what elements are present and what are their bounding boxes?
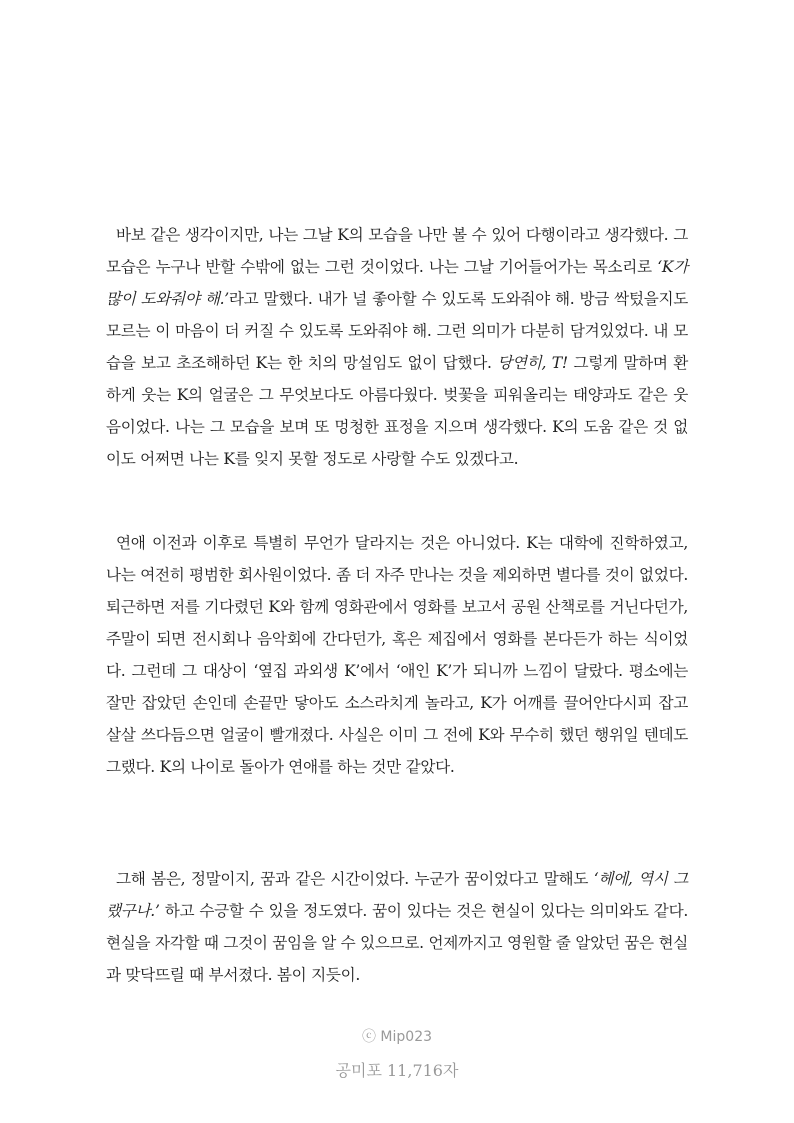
italic-quote: ‘헤에, 역시 그랬구나.’ xyxy=(106,870,689,920)
paragraph-text: 라고 말했다. 내가 널 좋아할 수 있도록 도와줘야 해. 방금 싹텄을지도 모르는 이 마음이 더 커질 수 있도록 도와줘야 해. 그런 의미가 다분히 담겨있었다. 내 모습을 보고 초조해하던 K는 한 치의 망설임도 없이 답했다. xyxy=(106,290,689,372)
word-count: 공미포 11,716자 xyxy=(335,1061,459,1080)
paragraph-text: 연애 이전과 이후로 특별히 무언가 달라지는 것은 아니었다. K는 대학에 진학하였고, 나는 여전히 평범한 회사원이었다. 좀 더 자주 만나는 것을 제외하면 별다를 것이 없었다. 퇴근하면 저를 기다렸던 K와 함께 영화관에서 영화를 보고서 공원 산책로를 거닌다던가, 주말이 되면 전시회나 음악회에 간다던가, 혹은 제집에서 영화를 본다든가 하는 식이었다. 그런데 그 대상이 ‘옆집 과외생 K’에서 ‘애인 K’가 되니까 느낌이 달랐다. 평소에는 잘만 잡았던 손인데 손끝만 닿아도 소스라치게 놀라고, K가 어깨를 끌어안다시피 잡고 살살 쓰다듬으면 얼굴이 빨개졌다. 사실은 이미 그 전에 K와 무수히 했던 행위일 텐데도 그랬다. K의 나이로 돌아가 연애를 하는 것만 같았다. xyxy=(106,534,688,776)
italic-quote: ‘K가 많이 도와줘야 해.’ xyxy=(106,258,688,308)
paragraph-text: 하고 수긍할 수 있을 정도였다. 꿈이 있다는 것은 현실이 있다는 의미와도 같다. 현실을 자각할 때 그것이 꿈임을 알 수 있으므로. 언제까지고 영원할 줄 알았던 꿈은 현실과 맞닥뜨릴 때 부서졌다. 봄이 지듯이. xyxy=(106,902,688,984)
copyright-notice: ⓒ Mip023 xyxy=(361,1029,433,1045)
paragraph-3 xyxy=(106,863,688,991)
paragraph-text: 그해 봄은, 정말이지, 꿈과 같은 시간이었다. 누군가 꿈이었다고 말해도 xyxy=(116,870,594,888)
paragraph-1 xyxy=(106,219,688,475)
paragraph-2 xyxy=(106,527,688,783)
paragraph-text: 그렇게 말하며 환하게 웃는 K의 얼굴은 그 무엇보다도 아름다웠다. 벚꽃을 피워올리는 태양과도 같은 웃음이었다. 나는 그 모습을 보며 또 멍청한 표정을 지으며 생각했다. K의 도움 같은 것 없이도 어쩌면 나는 K를 잊지 못할 정도로 사랑할 수도 있겠다고. xyxy=(106,354,689,468)
paragraph-text: 바보 같은 생각이지만, 나는 그날 K의 모습을 나만 볼 수 있어 다행이라고 생각했다. 그 모습은 누구나 반할 수밖에 없는 그런 것이었다. 나는 그날 기어들어가는 목소리로 xyxy=(106,226,688,276)
italic-quote: 당연히, T! xyxy=(497,354,568,372)
